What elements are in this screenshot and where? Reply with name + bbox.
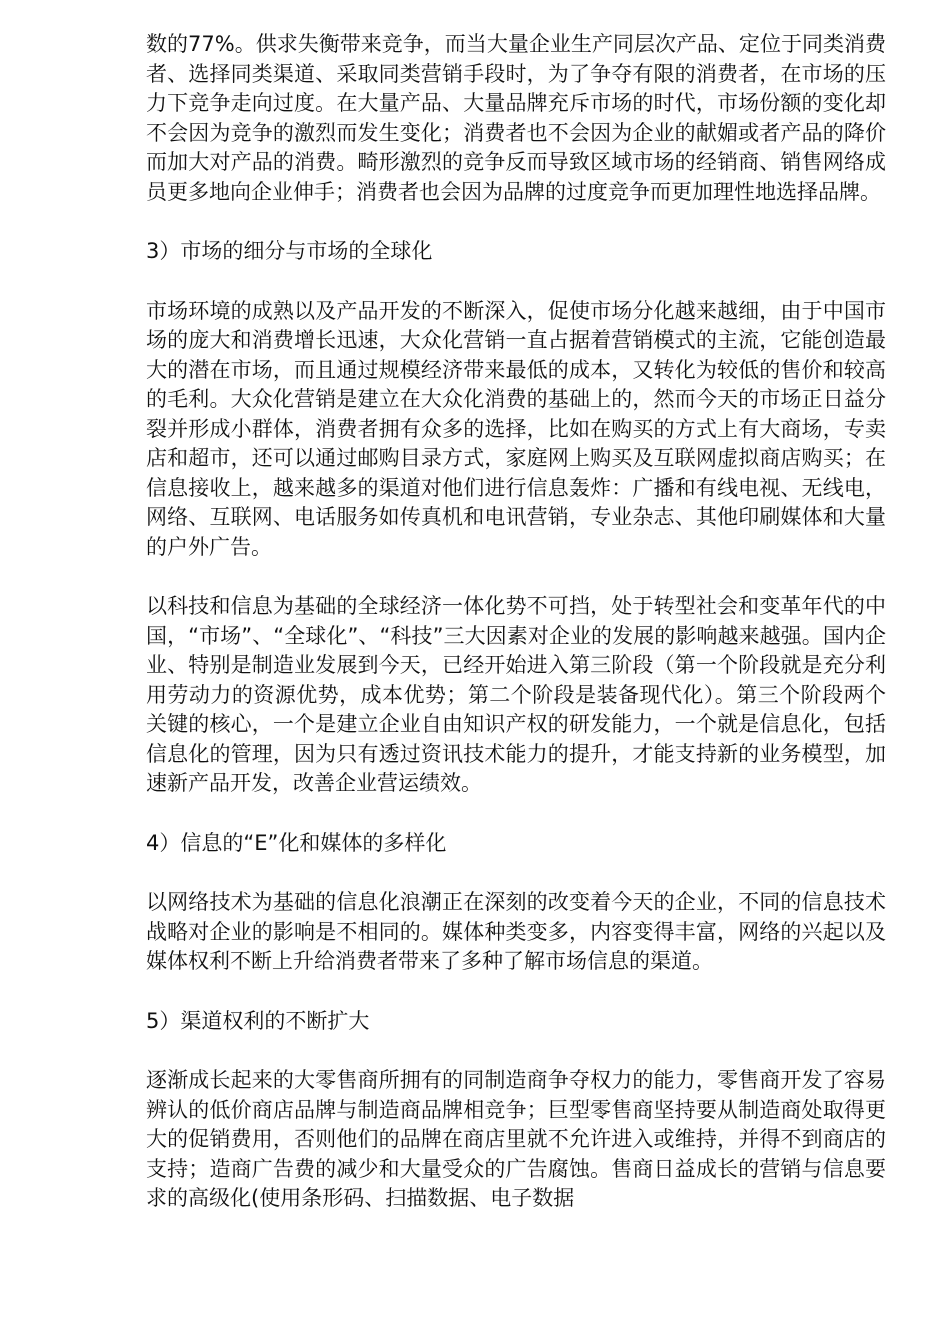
- paragraph-supply-competition: 数的77%。供求失衡带来竞争，而当大量企业生产同层次产品、定位于同类消费者、选择同类渠道、采取同类营销手段时，为了争夺有限的消费者，在市场的压力下竞争走向过度。在大量产品、大量品牌充斥市场的时代，市场份额的变化却不会因为竞争的激烈而发生变化；消费者也不会因为企业的献媚或者产品的降价而加大对产品的消费。畸形激烈的竞争反而导致区域市场的经销商、销售网络成员更多地向企业伸手；消费者也会因为品牌的过度竞争而更加理性地选择品牌。: [146, 32, 886, 204]
- document-body: [146, 30, 886, 1244]
- section-heading-channel-power: 5）渠道权利的不断扩大: [146, 1008, 370, 1033]
- paragraph-information-media: 以网络技术为基础的信息化浪潮正在深刻的改变着今天的企业，不同的信息技术战略对企业的影响是不相同的。媒体种类变多，内容变得丰富，网络的兴起以及媒体权利不断上升给消费者带来了多种了解市场信息的渠道。: [146, 890, 886, 973]
- section-heading-market-segmentation: 3）市场的细分与市场的全球化: [146, 239, 433, 263]
- paragraph-globalization: 以科技和信息为基础的全球经济一体化势不可挡，处于转型社会和变革年代的中国，“市场”、“全球化”、“科技”三大因素对企业的发展的影响越来越强。国内企业、特别是制造业发展到今天，已经开始进入第三阶段（第一个阶段就是充分利用劳动力的资源优势，成本优势；第二个阶段是装备现代化）。第三个阶段两个关键的核心，一个是建立企业自由知识产权的研发能力，一个就是信息化，包括信息化的管理，因为只有透过资讯技术能力的提升，才能支持新的业务模型，加速新产品开发，改善企业营运绩效。: [146, 594, 886, 795]
- paragraph-market-segmentation: 市场环境的成熟以及产品开发的不断深入，促使市场分化越来越细，由于中国市场的庞大和消费增长迅速，大众化营销一直占据着营销模式的主流，它能创造最大的潜在市场，而且通过规模经济带来最低的成本，又转化为较低的售价和较高的毛利。大众化营销是建立在大众化消费的基础上的，然而今天的市场正日益分裂并形成小群体，消费者拥有众多的选择，比如在购买的方式上有大商场，专卖店和超市，还可以通过邮购目录方式，家庭网上购买及互联网虚拟商店购买；在信息接收上，越来越多的渠道对他们进行信息轰炸：广播和有线电视、无线电，网络、互联网、电话服务如传真机和电讯营销，专业杂志、其他印刷媒体和大量的户外广告。: [146, 298, 886, 559]
- paragraph-channel-power: 逐渐成长起来的大零售商所拥有的同制造商争夺权力的能力，零售商开发了容易辨认的低价商店品牌与制造商品牌相竞争；巨型零售商坚持要从制造商处取得更大的促销费用，否则他们的品牌在商店里就不允许进入或维持，并得不到商店的支持；造商广告费的减少和大量受众的广告腐蚀。售商日益成长的营销与信息要求的高级化(使用条形码、扫描数据、电子数据: [146, 1068, 886, 1210]
- section-heading-information-media: 4）信息的“E”化和媒体的多样化: [146, 830, 447, 855]
